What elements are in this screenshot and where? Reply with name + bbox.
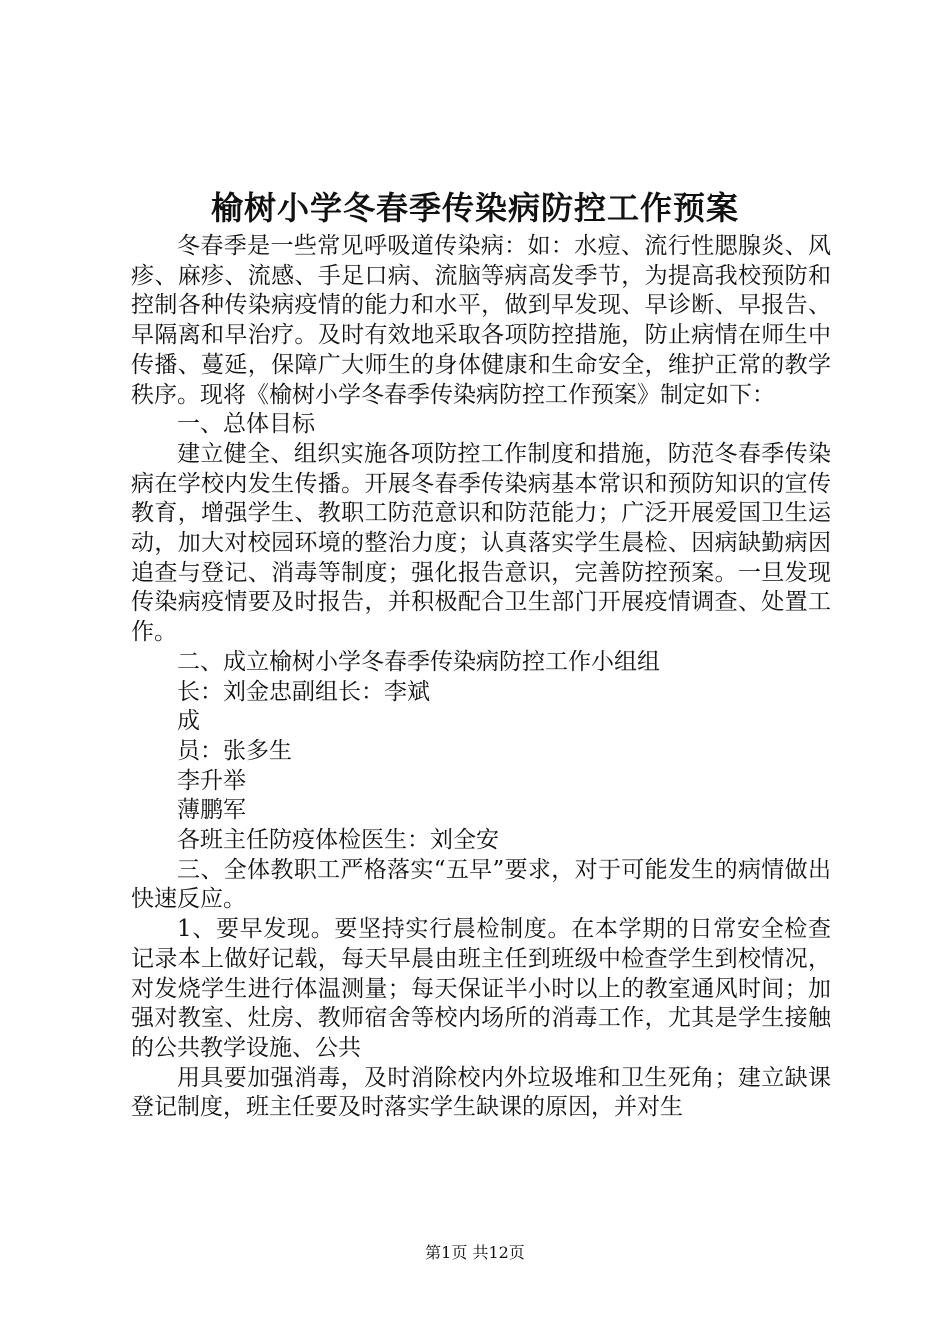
- item-1-paragraph: 1、要早发现。要坚持实行晨检制度。在本学期的日常安全检查记录本上做好记载，每天早晨由班主任到班级中检查学生到校情况，对发烧学生进行体温测量；每天保证半小时以上的教室通风时间；加强对教室、灶房、教师宿舍等校内场所的消毒工作，尤其是学生接触的公共教学设施、公共: [131, 916, 831, 1061]
- goal-paragraph: 建立健全、组织实施各项防控工作制度和措施，防范冬春季传染病在学校内发生传播。开展冬春季传染病基本常识和预防知识的宣传教育，增强学生、教职工防范意识和防范能力；广泛开展爱国卫生运动，加大对校园环境的整治力度；认真落实学生晨检、因病缺勤病因追查与登记、消毒等制度；强化报告意识，完善防控预案。一旦发现传染病疫情要及时报告，并积极配合卫生部门开展疫情调查、处置工作。: [131, 440, 831, 646]
- intro-paragraph: 冬春季是一些常见呼吸道传染病：如：水痘、流行性腮腺炎、风疹、麻疹、流感、手足口病、流脑等病高发季节，为提高我校预防和控制各种传染病疫情的能力和水平，做到早发现、早诊断、早报告、早隔离和早治疗。及时有效地采取各项防控措施，防止病情在师生中传播、蔓延，保障广大师生的身体健康和生命安全，维护正常的教学秩序。现将《榆树小学冬春季传染病防控工作预案》制定如下：: [131, 233, 831, 408]
- section-heading-2: 二、成立榆树小学冬春季传染病防控工作小组组: [177, 648, 660, 675]
- team-member-line: 成: [177, 708, 200, 735]
- team-leader-line: 长：刘金忠副组长：李斌: [177, 678, 430, 705]
- team-member-line: 员：张多生: [177, 737, 292, 764]
- page-number-footer: 第1页 共12页: [425, 1243, 525, 1262]
- team-member-line: 薄鹏军: [177, 797, 246, 824]
- document-title: 榆树小学冬春季传染病防控工作预案: [210, 189, 739, 227]
- item-1-continued-paragraph: 用具要加强消毒，及时消除校内外垃圾堆和卫生死角；建立缺课登记制度，班主任要及时落实学生缺课的原因，并对生: [131, 1064, 831, 1121]
- team-member-line: 李升举: [177, 767, 246, 794]
- section-heading-3: 三、全体教职工严格落实“五早”要求，对于可能发生的病情做出快速反应。: [131, 856, 831, 913]
- section-heading-1: 一、总体目标: [177, 411, 315, 438]
- document-body: [131, 232, 831, 1123]
- team-member-line: 各班主任防疫体检医生：刘全安: [177, 827, 499, 854]
